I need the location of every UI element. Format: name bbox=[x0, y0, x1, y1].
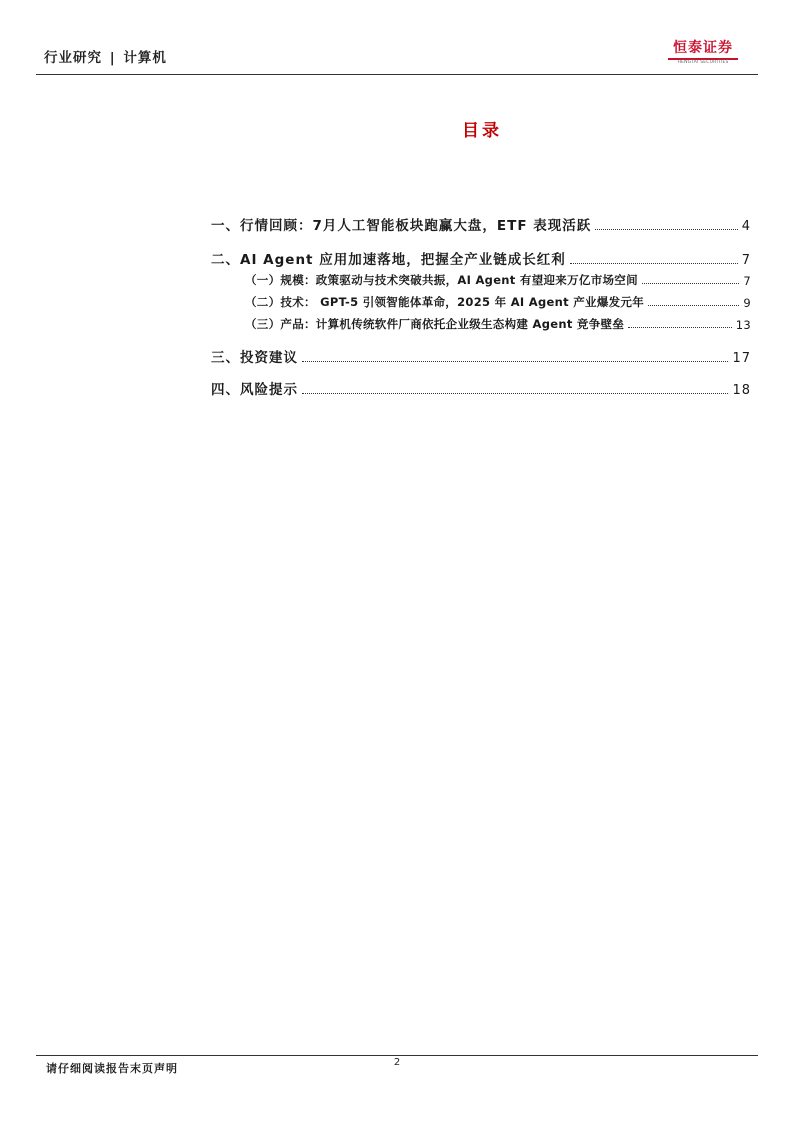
sector-label: 计算机 bbox=[123, 50, 167, 66]
category-label: 行业研究 bbox=[44, 50, 102, 66]
page-header bbox=[36, 40, 758, 74]
toc-entry-section-2[interactable] bbox=[211, 248, 751, 268]
toc-entry-section-2-1[interactable] bbox=[211, 271, 751, 288]
header-divider bbox=[36, 74, 758, 75]
toc-leader-dots bbox=[570, 263, 738, 264]
toc-entry-page: 7 bbox=[741, 253, 751, 268]
toc-entry-page: 9 bbox=[743, 296, 751, 310]
toc-entry-label: （二）技术： GPT-5 引领智能体革命，2025 年 AI Agent 产业爆发元年 bbox=[245, 295, 645, 309]
toc-entry-page: 17 bbox=[732, 351, 751, 366]
footer-disclaimer: 请仔细阅读报告末页声明 bbox=[46, 1062, 178, 1075]
toc-entry-label: 一、行情回顾：7月人工智能板块跑赢大盘，ETF 表现活跃 bbox=[211, 218, 592, 234]
toc-title: 目录 bbox=[462, 121, 502, 141]
logo-chinese-text: 恒泰证券 bbox=[673, 40, 733, 56]
table-of-contents bbox=[211, 214, 751, 398]
footer-divider bbox=[36, 1055, 758, 1056]
toc-entry-section-4[interactable] bbox=[211, 378, 751, 398]
toc-leader-dots bbox=[628, 327, 732, 328]
company-logo bbox=[662, 40, 744, 68]
toc-entry-page: 4 bbox=[741, 219, 751, 234]
toc-leader-dots bbox=[302, 393, 728, 394]
toc-entry-label: 二、AI Agent 应用加速落地，把握全产业链成长红利 bbox=[211, 252, 566, 268]
toc-entry-page: 7 bbox=[743, 274, 751, 288]
toc-entry-page: 18 bbox=[732, 383, 751, 398]
toc-entry-section-1[interactable] bbox=[211, 214, 751, 234]
toc-entry-label: 三、投资建议 bbox=[211, 350, 298, 366]
logo-english-text: HENGTAI SECURITIES bbox=[677, 60, 729, 65]
toc-entry-label: （三）产品：计算机传统软件厂商依托企业级生态构建 Agent 竞争壁垒 bbox=[245, 317, 625, 331]
toc-entry-section-3[interactable] bbox=[211, 346, 751, 366]
toc-entry-label: 四、风险提示 bbox=[211, 382, 298, 398]
toc-entry-label: （一）规模：政策驱动与技术突破共振，AI Agent 有望迎来万亿市场空间 bbox=[245, 273, 638, 287]
toc-leader-dots bbox=[595, 229, 737, 230]
toc-entry-section-2-2[interactable] bbox=[211, 293, 751, 310]
toc-leader-dots bbox=[302, 361, 728, 362]
toc-leader-dots bbox=[642, 283, 739, 284]
toc-entry-page: 13 bbox=[735, 318, 751, 332]
page-number: 2 bbox=[393, 1057, 401, 1068]
toc-entry-section-2-3[interactable] bbox=[211, 315, 751, 332]
report-category bbox=[44, 46, 167, 66]
header-separator: | bbox=[109, 50, 116, 66]
toc-leader-dots bbox=[648, 305, 739, 306]
